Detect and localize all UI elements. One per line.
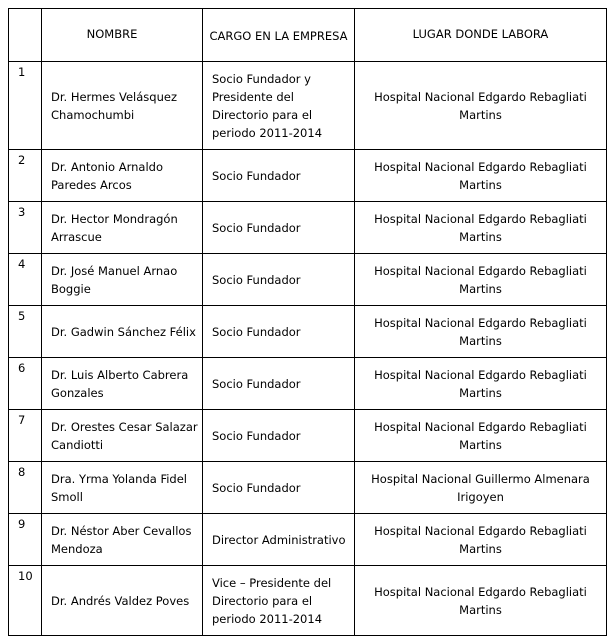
row-place: Hospital Nacional Edgardo Rebagliati Martins (355, 254, 607, 306)
row-number: 8 (9, 462, 42, 514)
row-place: Hospital Nacional Edgardo Rebagliati Martins (355, 566, 607, 636)
row-role: Socio Fundador y Presidente del Directorio para el periodo 2011-2014 (203, 62, 355, 150)
row-role: Socio Fundador (203, 306, 355, 358)
header-name: NOMBRE (42, 9, 203, 62)
row-place-text: Hospital Nacional Edgardo Rebagliati (374, 89, 587, 104)
row-number: 1 (9, 62, 42, 150)
table-row (9, 514, 607, 566)
row-name: Dr. Hermes Velásquez Chamochumbi (42, 62, 203, 150)
row-name: Dr. Néstor Aber Cevallos Mendoza (42, 514, 203, 566)
row-role: Socio Fundador (203, 254, 355, 306)
table-row (9, 62, 607, 150)
row-number: 4 (9, 254, 42, 306)
row-name: Dr. Andrés Valdez Poves (42, 566, 203, 636)
row-role: Socio Fundador (203, 410, 355, 462)
row-role: Socio Fundador (203, 150, 355, 202)
row-number: 7 (9, 410, 42, 462)
table-row (9, 202, 607, 254)
table-row (9, 254, 607, 306)
row-name: Dra. Yrma Yolanda Fidel Smoll (42, 462, 203, 514)
row-role: Socio Fundador (203, 358, 355, 410)
row-place: Hospital Nacional Guillermo Almenara Irigoyen (355, 462, 607, 514)
row-role: Socio Fundador (203, 202, 355, 254)
row-number: 5 (9, 306, 42, 358)
table-row (9, 462, 607, 514)
table-row (9, 358, 607, 410)
table-row (9, 566, 607, 636)
directors-table (8, 8, 607, 636)
row-place-suffix: Martins (459, 107, 502, 122)
header-place: LUGAR DONDE LABORA (355, 9, 607, 62)
header-role: CARGO EN LA EMPRESA (203, 9, 355, 62)
row-name: Dr. Orestes Cesar Salazar Candiotti (42, 410, 203, 462)
row-number: 9 (9, 514, 42, 566)
row-name: Dr. Antonio Arnaldo Paredes Arcos (42, 150, 203, 202)
table-header-row (9, 9, 607, 62)
table-row (9, 410, 607, 462)
row-place: Hospital Nacional Edgardo Rebagliati Martins (355, 514, 607, 566)
row-number: 2 (9, 150, 42, 202)
row-role: Vice – Presidente del Directorio para el periodo 2011-2014 (203, 566, 355, 636)
row-place: Hospital Nacional Edgardo Rebagliati Martins (355, 358, 607, 410)
row-place: Hospital Nacional Edgardo Rebagliati Martins (355, 202, 607, 254)
row-place: Hospital Nacional Edgardo Rebagliati Martins (355, 410, 607, 462)
row-name: Dr. José Manuel Arnao Boggie (42, 254, 203, 306)
row-place: Hospital Nacional Edgardo Rebagliati Martins (355, 150, 607, 202)
header-number (9, 9, 42, 62)
row-name: Dr. Hector Mondragón Arrascue (42, 202, 203, 254)
row-name: Dr. Luis Alberto Cabrera Gonzales (42, 358, 203, 410)
table-row (9, 150, 607, 202)
row-number: 10 (9, 566, 42, 636)
row-role: Socio Fundador (203, 462, 355, 514)
row-name: Dr. Gadwin Sánchez Félix (42, 306, 203, 358)
row-role: Director Administrativo (203, 514, 355, 566)
row-place (355, 62, 607, 150)
row-place: Hospital Nacional Edgardo Rebagliati Martins (355, 306, 607, 358)
row-number: 6 (9, 358, 42, 410)
table-row (9, 306, 607, 358)
row-number: 3 (9, 202, 42, 254)
